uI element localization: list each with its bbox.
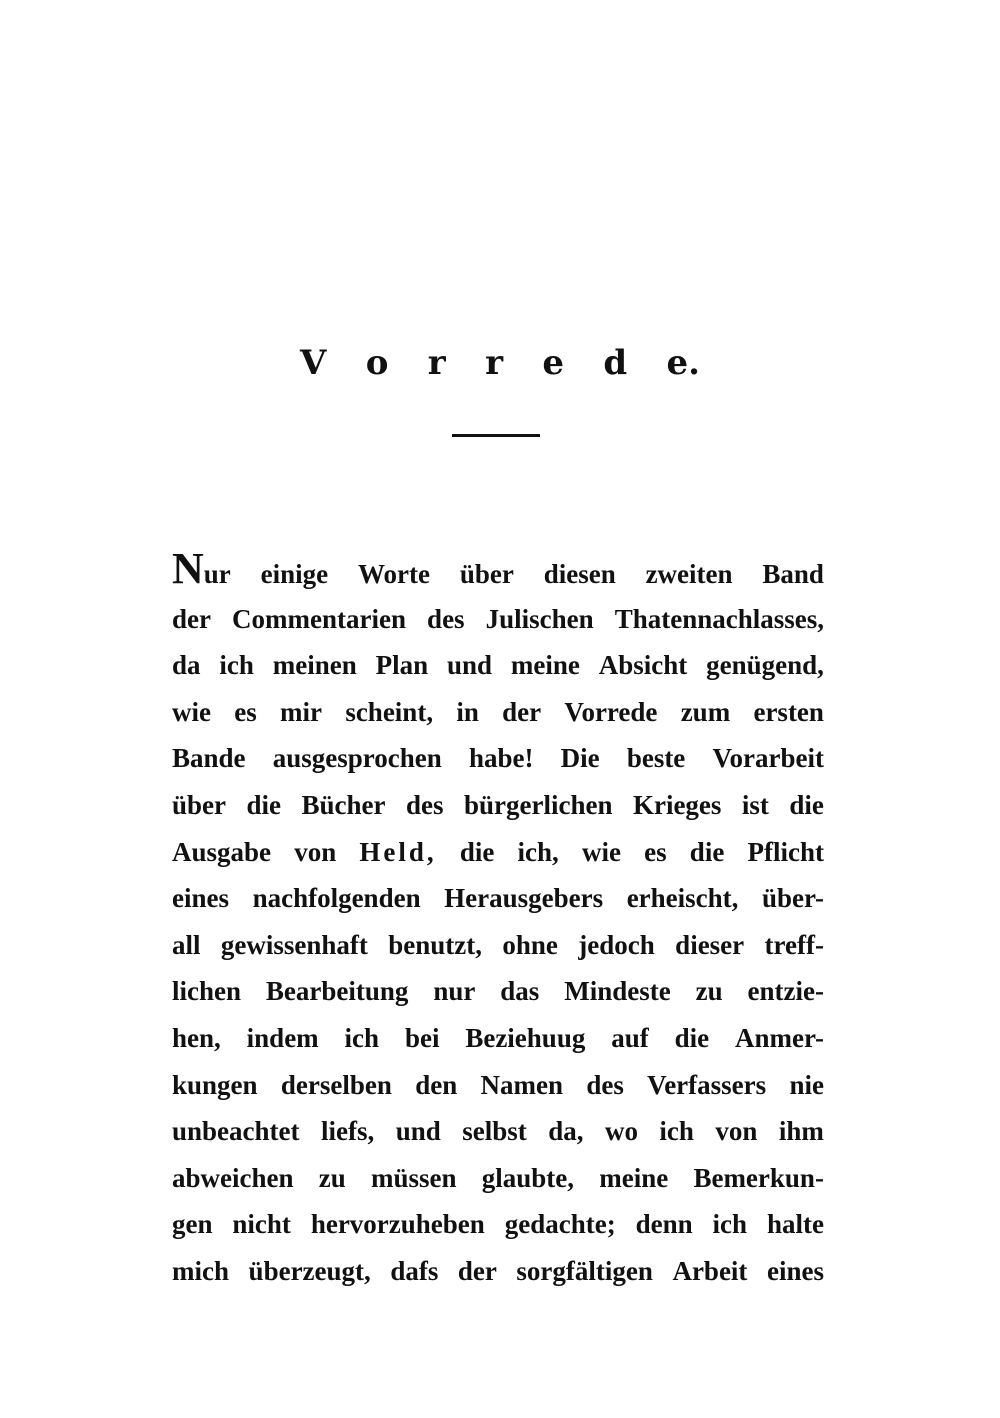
text-word: Julischen <box>485 603 594 634</box>
text-line <box>172 1015 824 1062</box>
text-word: des <box>586 1069 624 1100</box>
text-word: auf <box>611 1022 649 1053</box>
text-word: wie <box>172 696 211 727</box>
text-word: Vorarbeit <box>712 743 824 774</box>
text-line <box>172 968 824 1015</box>
text-word: beste <box>626 743 686 774</box>
title-rule <box>452 434 540 437</box>
text-word: glaubte, <box>481 1162 574 1193</box>
text-word: über <box>459 559 514 589</box>
text-word: mich <box>172 1255 229 1286</box>
text-word: erheischt, <box>626 883 739 914</box>
text-line <box>172 689 824 736</box>
text-word: Verfassers <box>647 1069 767 1100</box>
text-word: ich, <box>517 836 559 867</box>
text-word: und <box>395 1116 441 1147</box>
text-word: meine <box>510 650 580 681</box>
text-line <box>172 875 824 922</box>
title-letter: e <box>542 343 564 383</box>
text-word: meine <box>599 1162 669 1193</box>
text-line <box>172 829 824 876</box>
text-line <box>172 1108 824 1155</box>
text-word: diesen <box>543 559 616 589</box>
text-word: wie <box>581 836 621 867</box>
text-word: lichen <box>172 976 242 1007</box>
text-word: die <box>789 789 824 820</box>
text-word: nicht <box>232 1209 291 1240</box>
text-word: eines <box>766 1255 824 1286</box>
text-word: hen, <box>172 1022 221 1053</box>
text-word: Anmer- <box>735 1022 824 1053</box>
page-title <box>300 338 700 388</box>
text-word: sorgfältigen <box>516 1255 653 1286</box>
text-word: von <box>294 836 337 867</box>
text-word: benutzt, <box>388 929 483 960</box>
text-word: dieser <box>675 929 745 960</box>
text-word: genügend, <box>706 650 824 681</box>
text-line <box>172 735 824 782</box>
text-word: habe! <box>468 743 534 774</box>
text-word: Mindeste <box>564 976 671 1007</box>
text-word: abweichen <box>172 1162 294 1193</box>
text-word: der <box>172 603 211 634</box>
text-word: Vorrede <box>564 696 658 727</box>
text-word: derselben <box>280 1069 392 1100</box>
text-word: unbeachtet <box>172 1116 300 1147</box>
title-letter: e. <box>666 343 700 383</box>
text-word: müssen <box>370 1162 457 1193</box>
text-word: Pflicht <box>747 836 824 867</box>
text-word: und <box>447 650 493 681</box>
text-word: einige <box>260 559 329 589</box>
text-word: die <box>246 789 281 820</box>
text-word: in <box>456 696 479 727</box>
text-word: jedoch <box>578 929 655 960</box>
text-word: nie <box>789 1069 824 1100</box>
text-word: Arbeit <box>672 1255 748 1286</box>
text-word: eines <box>172 883 229 914</box>
text-word: Thatennachlasses, <box>614 603 824 634</box>
text-word: es <box>234 696 257 727</box>
text-word: Bücher <box>301 789 386 820</box>
text-word: wo <box>604 1116 638 1147</box>
text-word: Bemerkun- <box>693 1162 824 1193</box>
text-word: Bearbeitung <box>265 976 409 1007</box>
title-letter: d <box>603 343 628 383</box>
text-word: entzie- <box>747 976 824 1007</box>
text-word: scheint, <box>345 696 434 727</box>
text-word: kungen <box>172 1069 258 1100</box>
body-paragraph <box>172 544 824 1295</box>
text-word: ihm <box>778 1116 824 1147</box>
text-word: die <box>674 1022 710 1053</box>
text-word: ich <box>659 1116 694 1147</box>
text-line <box>172 544 824 596</box>
text-line <box>172 1201 824 1248</box>
text-word: die <box>459 836 495 867</box>
text-word: gen <box>172 1209 213 1240</box>
text-word: ich <box>219 650 254 681</box>
text-word: überzeugt, <box>248 1255 371 1286</box>
text-word: Held, <box>359 836 437 867</box>
text-word: der <box>457 1255 497 1286</box>
text-word: Ausgabe <box>172 836 272 867</box>
text-word-rest: ur <box>203 559 231 589</box>
text-word: den <box>415 1069 458 1100</box>
text-word: Commentarien <box>232 603 406 634</box>
text-word: die <box>689 836 725 867</box>
text-word: hervorzuheben <box>310 1209 485 1240</box>
text-word: denn <box>635 1209 693 1240</box>
title-letter: r <box>485 343 503 383</box>
text-word: von <box>715 1116 758 1147</box>
text-word: zum <box>680 696 731 727</box>
text-word: ersten <box>753 696 824 727</box>
text-word: bürgerlichen <box>463 789 613 820</box>
text-line <box>172 642 824 689</box>
text-word: mir <box>280 696 323 727</box>
title-letter: o <box>365 343 389 383</box>
title-letter: r <box>427 343 446 383</box>
text-word: bei <box>404 1022 440 1053</box>
drop-cap: N <box>172 544 204 593</box>
text-word: der <box>502 696 542 727</box>
text-line <box>172 1062 824 1109</box>
text-word: des <box>427 603 465 634</box>
text-word: ich <box>344 1022 380 1053</box>
text-word: ist <box>741 789 769 820</box>
text-line <box>172 922 824 969</box>
text-word: Beziehuug <box>465 1022 586 1053</box>
text-word: über- <box>761 883 824 914</box>
text-word: all <box>172 929 201 960</box>
text-word: treff- <box>764 929 824 960</box>
text-word: Absicht <box>598 650 688 681</box>
text-line <box>172 782 824 829</box>
text-word: Namen <box>480 1069 564 1100</box>
text-word: Krieges <box>632 789 722 820</box>
text-word: nachfolgenden <box>252 883 421 914</box>
text-line <box>172 1155 824 1202</box>
text-word: zu <box>318 1162 346 1193</box>
text-word: ich <box>712 1209 748 1240</box>
text-word: des <box>405 789 444 820</box>
text-word: halte <box>766 1209 824 1240</box>
text-word <box>172 544 231 598</box>
text-word: meinen <box>272 650 357 681</box>
text-word: Worte <box>358 559 430 589</box>
text-word: das <box>500 976 540 1007</box>
text-word: nur <box>433 976 476 1007</box>
text-word: zu <box>695 976 723 1007</box>
text-word: gedachte; <box>504 1209 616 1240</box>
text-word: liefs, <box>320 1116 375 1147</box>
text-line <box>172 596 824 643</box>
text-word: Bande <box>172 743 246 774</box>
text-word: dafs <box>390 1255 439 1286</box>
text-word: indem <box>246 1022 319 1053</box>
text-line <box>172 1248 824 1295</box>
text-word: Die <box>560 743 600 774</box>
text-word: da, <box>548 1116 584 1147</box>
text-word: selbst <box>462 1116 527 1147</box>
text-word: da <box>172 650 201 681</box>
text-word: zweiten <box>645 559 733 589</box>
text-word: Band <box>762 559 824 589</box>
text-word: es <box>644 836 667 867</box>
text-word: Herausgebers <box>444 883 604 914</box>
text-word: gewissenhaft <box>220 929 368 960</box>
text-word: ohne <box>502 929 558 960</box>
text-word: über <box>172 789 226 820</box>
text-word: ausgesprochen <box>272 743 442 774</box>
title-letter: V <box>300 343 327 383</box>
text-word: Plan <box>375 650 429 681</box>
